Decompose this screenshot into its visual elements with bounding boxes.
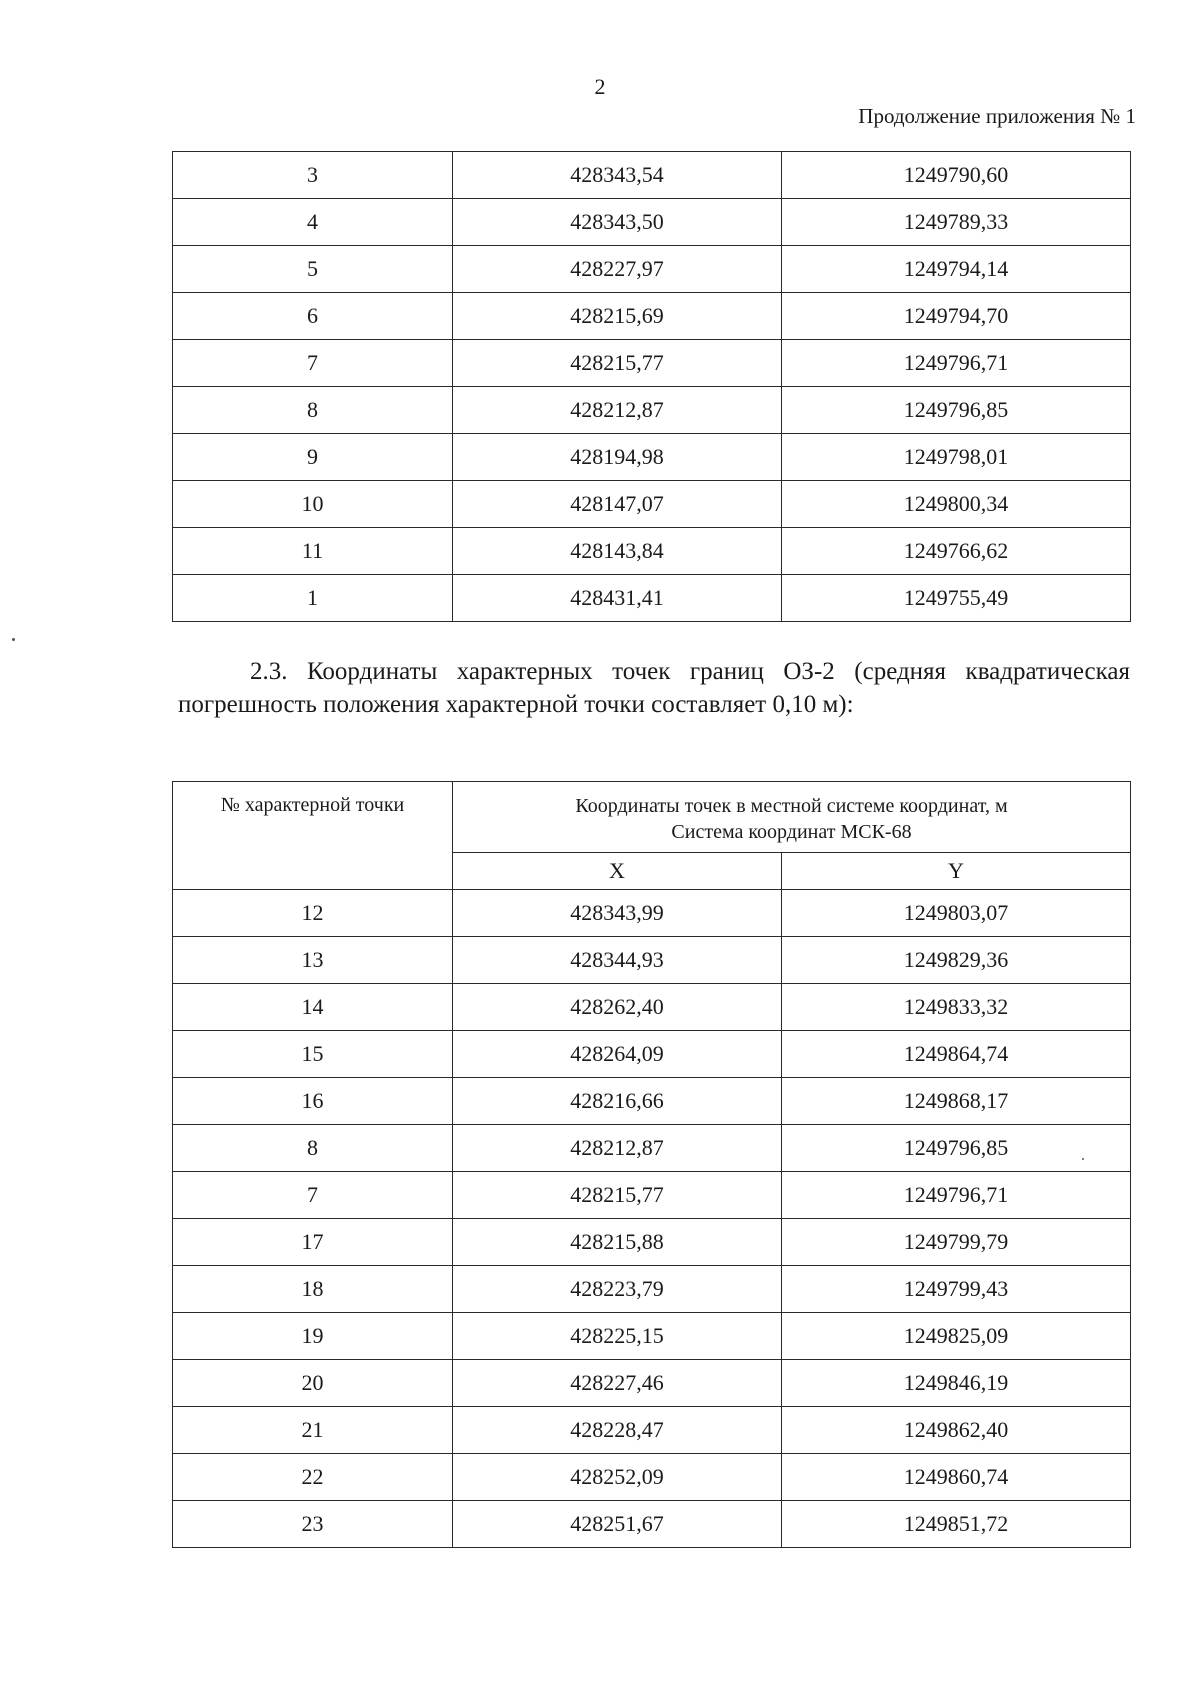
- header-coordinate-system: [453, 782, 1131, 853]
- table-row: [173, 1266, 1131, 1313]
- point-number-cell: 15: [173, 1031, 453, 1078]
- x-coordinate-cell: 428225,15: [453, 1313, 782, 1360]
- point-number-cell: 18: [173, 1266, 453, 1313]
- section-2-3-paragraph: 2.3. Координаты характерных точек границ ОЗ-2 (средняя квадратическая погрешность положения характерной точки составляет 0,10 м):: [178, 658, 1130, 718]
- header-y: Y: [782, 853, 1131, 890]
- x-coordinate-cell: 428344,93: [453, 937, 782, 984]
- x-coordinate-cell: 428251,67: [453, 1501, 782, 1548]
- x-coordinate-cell: 428215,77: [453, 340, 782, 387]
- point-number-cell: 4: [173, 199, 453, 246]
- table-row: [173, 1501, 1131, 1548]
- x-coordinate-cell: 428264,09: [453, 1031, 782, 1078]
- y-coordinate-cell: 1249833,32: [782, 984, 1131, 1031]
- scan-speck: [12, 638, 15, 641]
- header-coordinate-system-name: Система координат МСК-68: [671, 821, 912, 843]
- y-coordinate-cell: 1249755,49: [782, 575, 1131, 622]
- y-coordinate-cell: 1249803,07: [782, 890, 1131, 937]
- table-row: [173, 1172, 1131, 1219]
- x-coordinate-cell: 428343,50: [453, 199, 782, 246]
- point-number-cell: 21: [173, 1407, 453, 1454]
- scan-speck: [1082, 1158, 1084, 1160]
- x-coordinate-cell: 428212,87: [453, 1125, 782, 1172]
- point-number-cell: 20: [173, 1360, 453, 1407]
- y-coordinate-cell: 1249766,62: [782, 528, 1131, 575]
- point-number-cell: 7: [173, 1172, 453, 1219]
- coordinates-table-oz2: [172, 781, 1131, 1548]
- table-row: [173, 937, 1131, 984]
- x-coordinate-cell: 428194,98: [453, 434, 782, 481]
- x-coordinate-cell: 428216,66: [453, 1078, 782, 1125]
- table-row: [173, 199, 1131, 246]
- y-coordinate-cell: 1249799,43: [782, 1266, 1131, 1313]
- y-coordinate-cell: 1249799,79: [782, 1219, 1131, 1266]
- y-coordinate-cell: 1249860,74: [782, 1454, 1131, 1501]
- point-number-cell: 11: [173, 528, 453, 575]
- point-number-cell: 1: [173, 575, 453, 622]
- header-point-number: № характерной точки: [173, 782, 453, 890]
- header-coordinates-title: Координаты точек в местной системе координат, м: [575, 795, 1008, 817]
- table-row: [173, 890, 1131, 937]
- header-x: X: [453, 853, 782, 890]
- y-coordinate-cell: 1249800,34: [782, 481, 1131, 528]
- table-row: [173, 1219, 1131, 1266]
- x-coordinate-cell: 428212,87: [453, 387, 782, 434]
- y-coordinate-cell: 1249829,36: [782, 937, 1131, 984]
- y-coordinate-cell: 1249794,14: [782, 246, 1131, 293]
- x-coordinate-cell: 428343,54: [453, 152, 782, 199]
- table-row: [173, 575, 1131, 622]
- point-number-cell: 8: [173, 387, 453, 434]
- y-coordinate-cell: 1249868,17: [782, 1078, 1131, 1125]
- point-number-cell: 16: [173, 1078, 453, 1125]
- table-row: [173, 1313, 1131, 1360]
- x-coordinate-cell: 428431,41: [453, 575, 782, 622]
- table-row: [173, 481, 1131, 528]
- point-number-cell: 5: [173, 246, 453, 293]
- x-coordinate-cell: 428143,84: [453, 528, 782, 575]
- point-number-cell: 22: [173, 1454, 453, 1501]
- y-coordinate-cell: 1249794,70: [782, 293, 1131, 340]
- x-coordinate-cell: 428215,77: [453, 1172, 782, 1219]
- point-number-cell: 23: [173, 1501, 453, 1548]
- point-number-cell: 13: [173, 937, 453, 984]
- table-row: [173, 246, 1131, 293]
- point-number-cell: 12: [173, 890, 453, 937]
- table-row: [173, 434, 1131, 481]
- page-number: 2: [594, 74, 606, 99]
- x-coordinate-cell: 428227,46: [453, 1360, 782, 1407]
- point-number-cell: 14: [173, 984, 453, 1031]
- point-number-cell: 3: [173, 152, 453, 199]
- table-row: [173, 1360, 1131, 1407]
- coordinates-table-continued: [172, 151, 1131, 622]
- x-coordinate-cell: 428227,97: [453, 246, 782, 293]
- table-row: [173, 293, 1131, 340]
- x-coordinate-cell: 428147,07: [453, 481, 782, 528]
- table-row: [173, 152, 1131, 199]
- table-row: [173, 528, 1131, 575]
- point-number-cell: 9: [173, 434, 453, 481]
- y-coordinate-cell: 1249796,85: [782, 1125, 1131, 1172]
- table-row: [173, 1078, 1131, 1125]
- y-coordinate-cell: 1249864,74: [782, 1031, 1131, 1078]
- table-row: [173, 1031, 1131, 1078]
- y-coordinate-cell: 1249796,85: [782, 387, 1131, 434]
- y-coordinate-cell: 1249846,19: [782, 1360, 1131, 1407]
- y-coordinate-cell: 1249798,01: [782, 434, 1131, 481]
- x-coordinate-cell: 428215,69: [453, 293, 782, 340]
- table-row: [173, 1125, 1131, 1172]
- x-coordinate-cell: 428215,88: [453, 1219, 782, 1266]
- x-coordinate-cell: 428343,99: [453, 890, 782, 937]
- point-number-cell: 7: [173, 340, 453, 387]
- point-number-cell: 8: [173, 1125, 453, 1172]
- table-row: [173, 1407, 1131, 1454]
- table-row: [173, 984, 1131, 1031]
- y-coordinate-cell: 1249851,72: [782, 1501, 1131, 1548]
- point-number-cell: 6: [173, 293, 453, 340]
- y-coordinate-cell: 1249862,40: [782, 1407, 1131, 1454]
- y-coordinate-cell: 1249796,71: [782, 1172, 1131, 1219]
- y-coordinate-cell: 1249790,60: [782, 152, 1131, 199]
- x-coordinate-cell: 428262,40: [453, 984, 782, 1031]
- table-row: [173, 387, 1131, 434]
- x-coordinate-cell: 428228,47: [453, 1407, 782, 1454]
- table-row: [173, 1454, 1131, 1501]
- x-coordinate-cell: 428223,79: [453, 1266, 782, 1313]
- appendix-continuation-label: Продолжение приложения № 1: [858, 104, 1136, 128]
- y-coordinate-cell: 1249825,09: [782, 1313, 1131, 1360]
- point-number-cell: 10: [173, 481, 453, 528]
- y-coordinate-cell: 1249796,71: [782, 340, 1131, 387]
- point-number-cell: 17: [173, 1219, 453, 1266]
- y-coordinate-cell: 1249789,33: [782, 199, 1131, 246]
- point-number-cell: 19: [173, 1313, 453, 1360]
- x-coordinate-cell: 428252,09: [453, 1454, 782, 1501]
- table-row: [173, 340, 1131, 387]
